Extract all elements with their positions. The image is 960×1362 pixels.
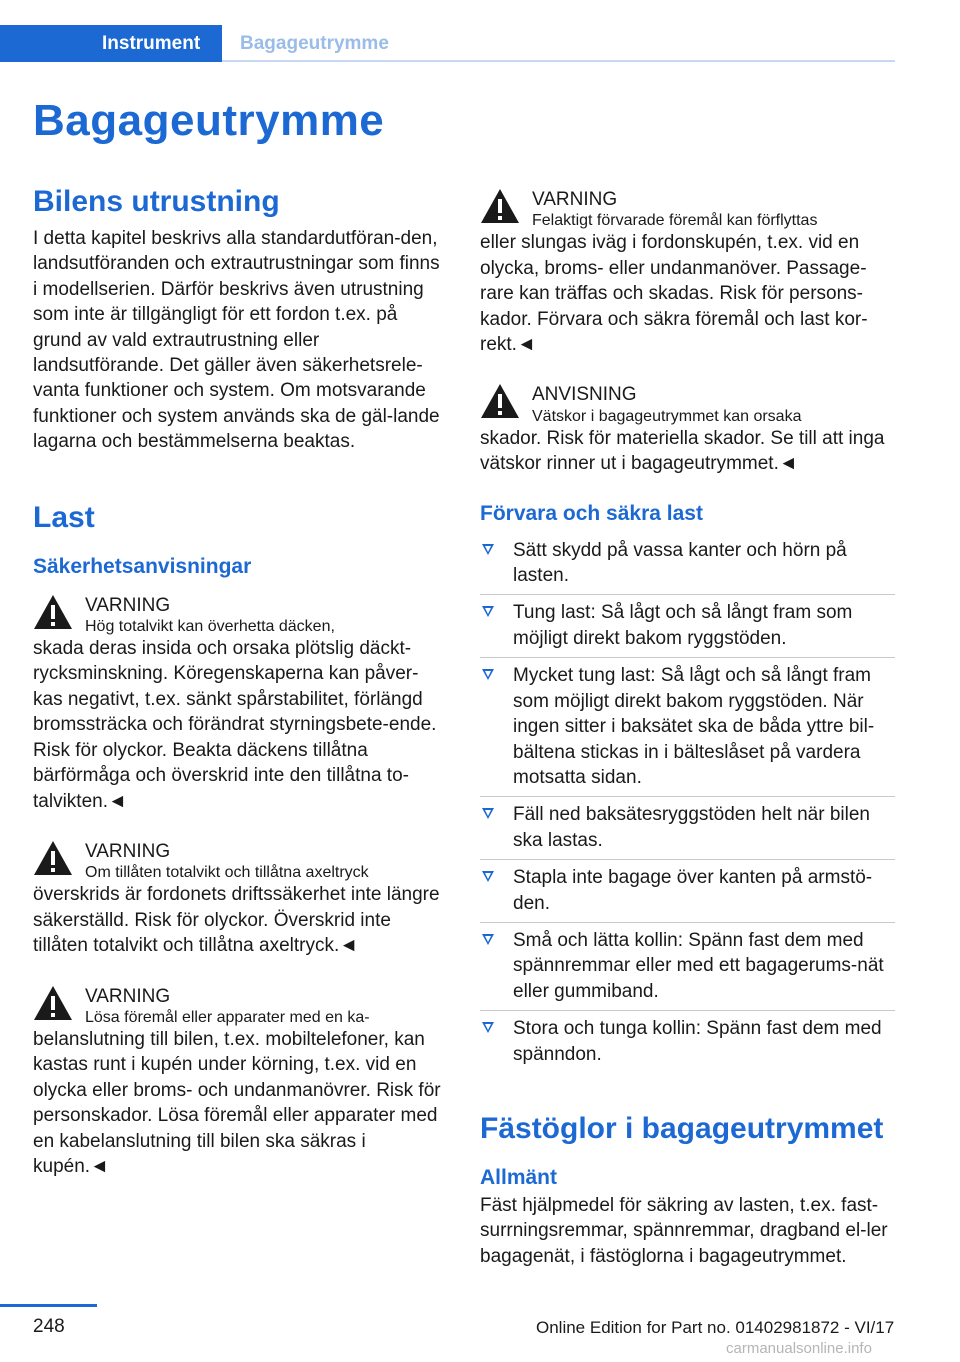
list-item: Fäll ned baksätesryggstöden helt när bilen ska lastas. bbox=[480, 797, 895, 860]
left-column bbox=[33, 178, 446, 1179]
right-column bbox=[480, 184, 895, 1269]
list-item: Små och lätta kollin: Spänn fast dem med spännremmar eller med ett bagagerums-nät eller gummiband. bbox=[480, 923, 895, 1011]
page-number: 248 bbox=[33, 1316, 65, 1337]
warning-text: eller slungas iväg i fordonskupén, t.ex. vid en olycka, broms- eller undanmanöver. Passage-rare kan träffas och skadas. Risk för persons-kador. Förvara och säkra föremål och last kor-rekt.◄ bbox=[480, 232, 868, 356]
heading-sakerhetsanvisningar: Säkerhetsanvisningar bbox=[33, 554, 252, 578]
header-tab-instrument: Instrument bbox=[0, 25, 222, 62]
triangle-bullet-icon bbox=[482, 544, 494, 555]
watermark: carmanualsonline.info bbox=[726, 1340, 872, 1357]
warning-first-line: Hög totalvikt kan överhetta däcken, bbox=[85, 618, 335, 636]
general-paragraph: Fäst hjälpmedel för säkring av lasten, t.ex. fast-surrningsremmar, spännremmar, dragband el-ler bagagenät, i fästöglorna i bagageutrymmet. bbox=[480, 1194, 888, 1267]
warning-triangle-icon bbox=[33, 985, 73, 1021]
list-item: Tung last: Så lågt och så långt fram som möjligt direkt bakom ryggstöden. bbox=[480, 595, 895, 658]
heading-fastoglor: Fästöglor i bagageutrymmet bbox=[480, 1111, 884, 1145]
triangle-bullet-icon bbox=[482, 669, 494, 680]
warning-triangle-icon bbox=[33, 840, 73, 876]
triangle-bullet-icon bbox=[482, 808, 494, 819]
heading-forvara-och-sakra-last: Förvara och säkra last bbox=[480, 501, 703, 525]
list-item: Mycket tung last: Så lågt och så långt fram som möjligt direkt bakom ryggstöden. När ingen sitter i baksätet ska de båda yttre bil-bältena stickas in i bälteslåset på vardera motsatta sidan. bbox=[480, 658, 895, 797]
warning-label: VARNING bbox=[85, 840, 171, 862]
warning-text: skada deras insida och orsaka plötslig däckt-rycksminskning. Köregenskaperna kan påver-kas negativt, t.ex. sänkt spårstabilitet, förlängd bromssträcka och förändrat styrningsbete-ende. Risk för olyckor. Beakta däckens tillåtna bärförmåga och överskrid inte den tillåtna to-talvikten.◄ bbox=[33, 638, 437, 812]
notice-first-line: Vätskor i bagageutrymmet kan orsaka bbox=[532, 407, 802, 425]
header-rule bbox=[222, 60, 895, 62]
warning-label: VARNING bbox=[532, 189, 618, 210]
notice-label: ANVISNING bbox=[532, 384, 637, 406]
bullet-list bbox=[480, 533, 895, 1073]
triangle-bullet-icon bbox=[482, 1022, 494, 1033]
warning-block-4 bbox=[480, 184, 895, 357]
warning-label: VARNING bbox=[85, 985, 171, 1007]
page-title: Bagageutrymme bbox=[33, 96, 385, 145]
warning-first-line: Lösa föremål eller apparater med en ka- bbox=[85, 1008, 370, 1026]
footer-rule bbox=[0, 1304, 97, 1307]
heading-allmant: Allmänt bbox=[480, 1165, 558, 1189]
list-item: Sätt skydd på vassa kanter och hörn på lasten. bbox=[480, 533, 895, 596]
warning-label: VARNING bbox=[85, 594, 171, 616]
triangle-bullet-icon bbox=[482, 606, 494, 617]
notice-block bbox=[480, 379, 895, 476]
heading-last: Last bbox=[33, 500, 95, 534]
warning-block-1 bbox=[33, 590, 446, 814]
list-item: Stora och tunga kollin: Spänn fast dem med spänndon. bbox=[480, 1011, 895, 1073]
intro-paragraph: I detta kapitel beskrivs alla standardutföran-den, landsutföranden och extrautrustningar som finns i modellserien. Därför beskrivs även utrustning som inte är tillgängligt för ett fordon t.ex. på grund av vald extrautrustning eller landsutförande. Det gäller även säkerhetsrele-vanta funktioner och system. Om motsvarande funktioner och system används ska de gäl-lande lagarna och bestämmelserna beaktas. bbox=[33, 228, 440, 453]
footer-edition: Online Edition for Part no. 01402981872 - VI/17 bbox=[536, 1318, 895, 1337]
warning-text: belanslutning till bilen, t.ex. mobiltelefoner, kan kastas runt i kupén under körning, t.ex. vid en olycka eller broms- och undanmanövrer. Risk för personskador. Lösa föremål eller apparater med en kabelanslutning till bilen ska säkras i kupén.◄ bbox=[33, 1028, 441, 1177]
warning-first-line: Om tillåten totalvikt och tillåtna axeltryck bbox=[85, 864, 369, 882]
warning-text: överskrids är fordonets driftssäkerhet inte längre säkerställd. Risk för olyckor. Överskrid inte tillåten totalvikt och tillåtna axeltryck.◄ bbox=[33, 884, 440, 957]
header-tab-bagageutrymme: Bagageutrymme bbox=[240, 33, 389, 54]
warning-triangle-icon bbox=[33, 594, 73, 630]
triangle-bullet-icon bbox=[482, 934, 494, 945]
heading-bilens-utrustning: Bilens utrustning bbox=[33, 185, 280, 218]
warning-first-line: Felaktigt förvarade föremål kan förflyttas bbox=[532, 212, 818, 230]
triangle-bullet-icon bbox=[482, 871, 494, 882]
list-item: Stapla inte bagage över kanten på armstö-den. bbox=[480, 860, 895, 923]
notice-text: skador. Risk för materiella skador. Se till att inga vätskor rinner ut i bagageutrymmet.◄ bbox=[480, 427, 885, 475]
warning-triangle-icon bbox=[480, 383, 520, 419]
warning-block-2 bbox=[33, 836, 446, 959]
warning-triangle-icon bbox=[480, 188, 520, 224]
warning-block-3 bbox=[33, 981, 446, 1180]
page-header bbox=[0, 25, 895, 62]
